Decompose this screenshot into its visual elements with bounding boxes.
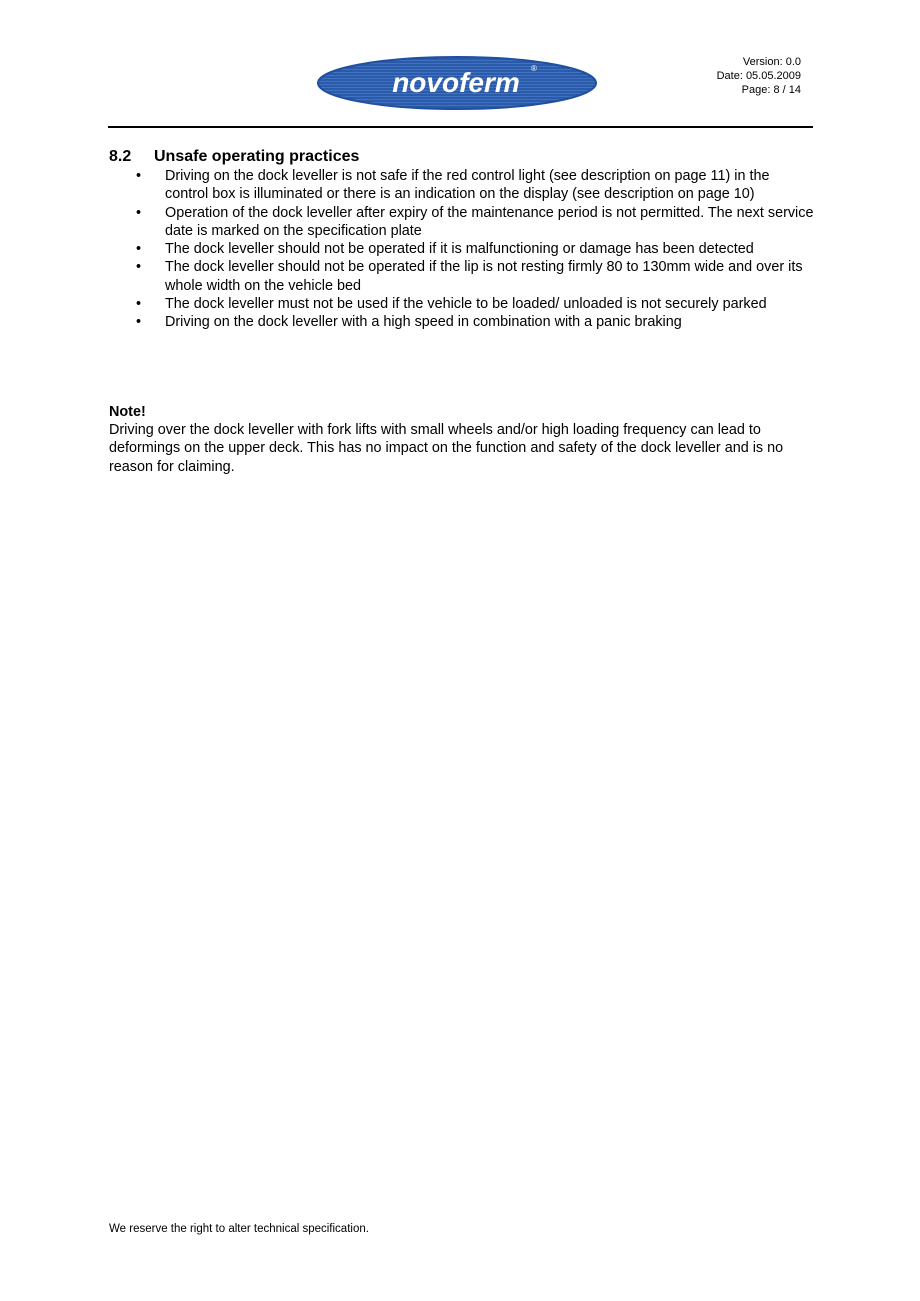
document-meta xyxy=(717,55,801,97)
list-item xyxy=(109,295,814,313)
note-title: Note! xyxy=(109,404,146,420)
novoferm-logo xyxy=(316,55,598,111)
bullet-icon: • xyxy=(136,296,142,313)
list-item-text: The dock leveller must not be used if the vehicle to be loaded/ unloaded is not securely parked xyxy=(165,296,767,313)
bullet-icon: • xyxy=(136,241,142,258)
bullet-icon: • xyxy=(136,259,142,276)
version-label: Version: 0.0 xyxy=(742,56,801,68)
bullet-icon: • xyxy=(136,168,142,184)
list-item-text: The dock leveller should not be operated if the lip is not resting firmly 80 to 130mm wide and over its whole width on the vehicle bed xyxy=(165,259,803,294)
list-item-text: The dock leveller should not be operated if it is malfunctioning or damage has been detected xyxy=(165,241,754,258)
section-heading xyxy=(109,147,359,166)
header-divider xyxy=(108,126,813,128)
note-body: Driving over the dock leveller with fork lifts with small wheels and/or high loading frequency can lead to deformings on the upper deck. This has no impact on the function and safety of the dock leveller and is no reason for claiming. xyxy=(109,422,784,475)
logo-text: novoferm xyxy=(392,67,520,98)
date-label: Date: 05.05.2009 xyxy=(716,70,801,82)
list-item xyxy=(109,258,814,295)
list-item-text: Driving on the dock leveller with a high speed in combination with a panic braking xyxy=(165,314,682,331)
list-item xyxy=(109,240,814,258)
section-title: Unsafe operating practices xyxy=(154,148,360,165)
list-item-text: Operation of the dock leveller after expiry of the maintenance period is not permitted. The next service date is marked on the specification plate xyxy=(165,204,814,239)
page-number: Page: 8 / 14 xyxy=(741,84,801,96)
bullet-icon: • xyxy=(136,314,142,331)
unsafe-practices-list xyxy=(109,167,814,332)
list-item xyxy=(109,313,814,331)
list-item xyxy=(109,167,814,204)
footer-disclaimer: We reserve the right to alter technical specification. xyxy=(109,1223,369,1235)
section-number: 8.2 xyxy=(109,148,132,165)
list-item-text: Driving on the dock leveller is not safe if the red control light (see description on page 11) in the control box is illuminated or there is an indication on the display (see description on page 10) xyxy=(165,168,770,203)
bullet-icon: • xyxy=(136,204,142,221)
list-item xyxy=(109,204,814,241)
logo-registered-mark: ® xyxy=(531,64,537,73)
